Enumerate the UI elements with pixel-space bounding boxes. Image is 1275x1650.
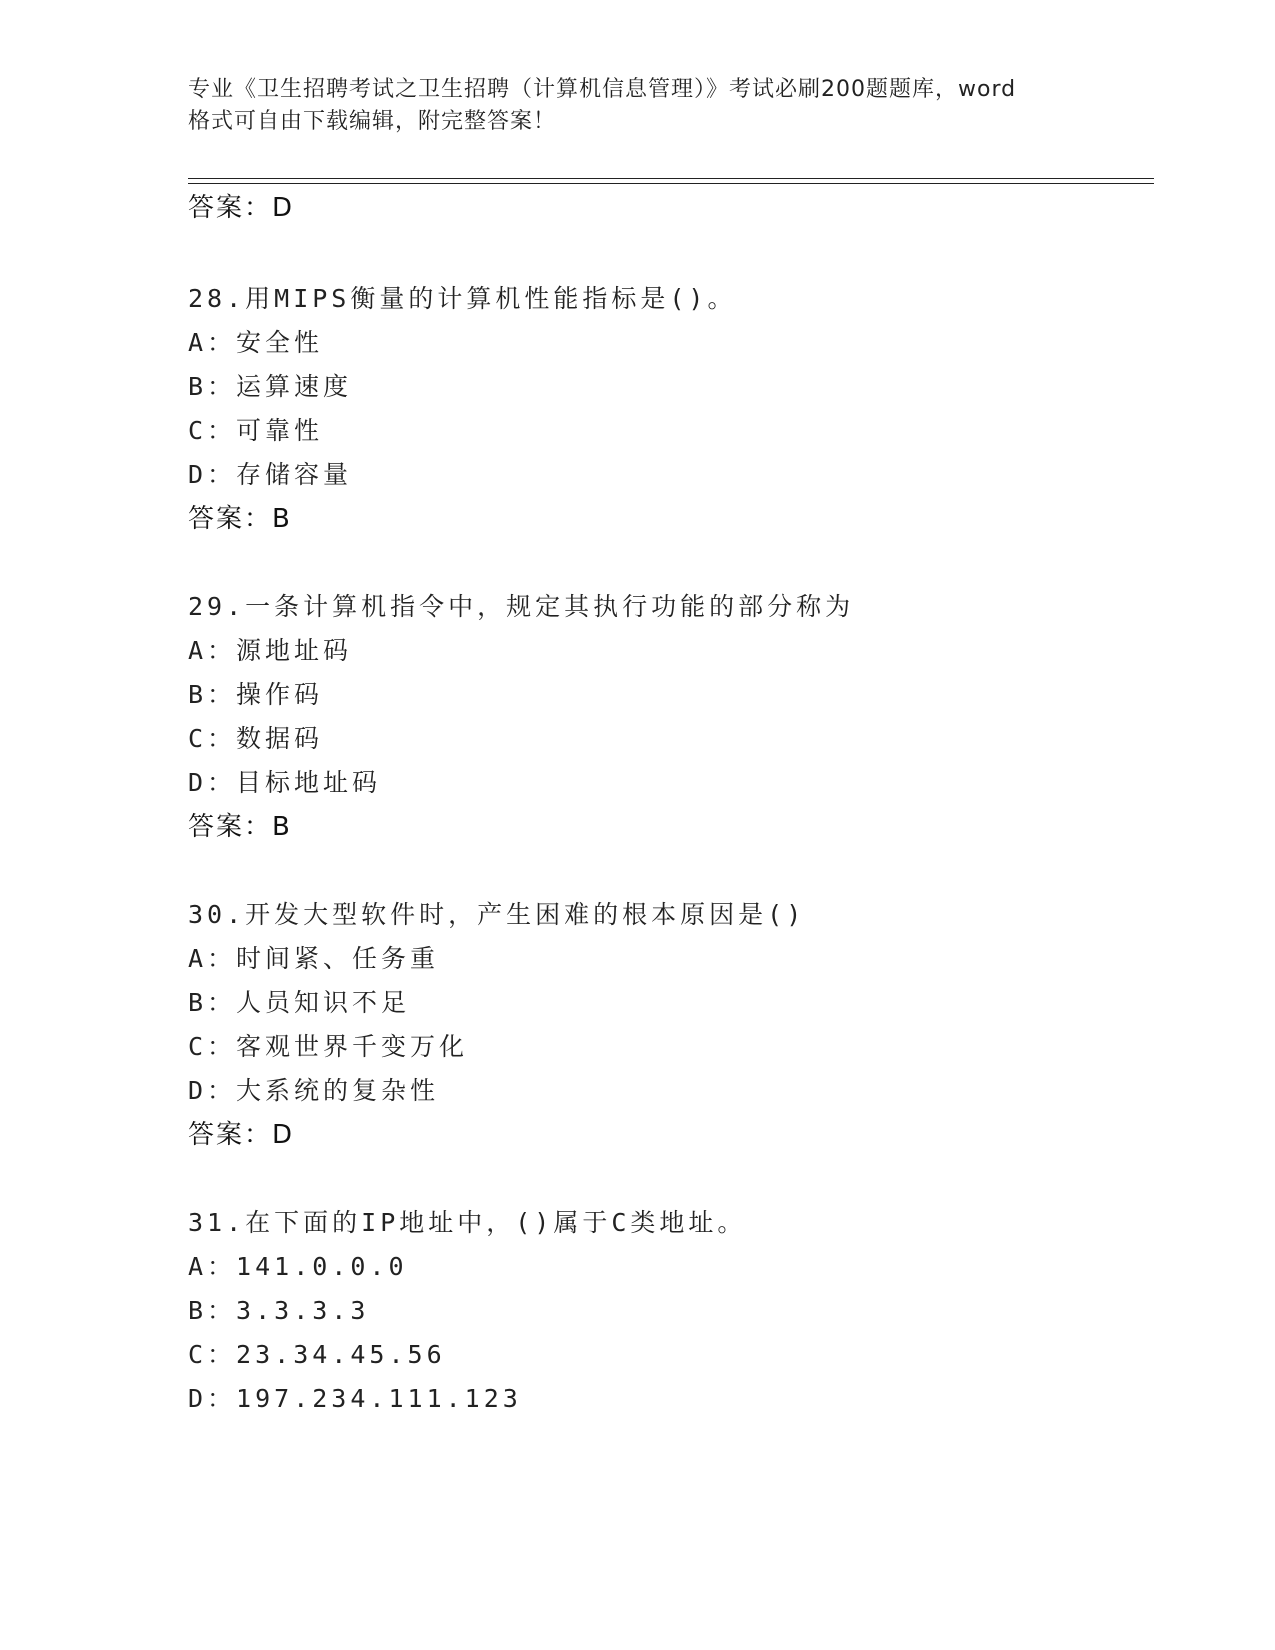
- question-28-option-b: B：运算速度: [188, 372, 353, 401]
- answer-q29: 答案：B: [188, 812, 292, 842]
- question-28-option-a: A：安全性: [188, 328, 324, 357]
- question-31-option-c: C：23.34.45.56: [188, 1340, 446, 1369]
- question-30-option-d: D：大系统的复杂性: [188, 1076, 440, 1105]
- question-29-option-c: C：数据码: [188, 724, 324, 753]
- question-31-option-b: B：3.3.3.3: [188, 1296, 370, 1325]
- answer-q27: 答案：D: [188, 193, 295, 223]
- header-divider-top: [188, 178, 1154, 179]
- question-29-stem: 29.一条计算机指令中，规定其执行功能的部分称为: [188, 592, 855, 621]
- header-line-2: 格式可自由下载编辑，附完整答案！: [188, 109, 557, 134]
- question-31-option-a: A：141.0.0.0: [188, 1252, 408, 1281]
- header-line-1: 专业《卫生招聘考试之卫生招聘（计算机信息管理）》考试必刷200题题库，word: [188, 77, 1017, 102]
- question-31-option-d: D：197.234.111.123: [188, 1384, 522, 1413]
- question-29-option-a: A：源地址码: [188, 636, 353, 665]
- question-30-option-c: C：客观世界千变万化: [188, 1032, 469, 1061]
- question-28-option-d: D：存储容量: [188, 460, 353, 489]
- answer-q28: 答案：B: [188, 504, 292, 534]
- header-divider-bottom: [188, 183, 1154, 184]
- question-31-stem: 31.在下面的IP地址中，()属于C类地址。: [188, 1208, 747, 1237]
- question-28-stem: 28.用MIPS衡量的计算机性能指标是()。: [188, 284, 737, 313]
- question-30-stem: 30.开发大型软件时，产生困难的根本原因是(): [188, 900, 806, 929]
- question-30-option-a: A：时间紧、任务重: [188, 944, 440, 973]
- question-29-option-d: D：目标地址码: [188, 768, 382, 797]
- question-28-option-c: C：可靠性: [188, 416, 324, 445]
- question-29-option-b: B：操作码: [188, 680, 324, 709]
- document-header: [188, 74, 1088, 138]
- question-30-option-b: B：人员知识不足: [188, 988, 411, 1017]
- answer-q30: 答案：D: [188, 1120, 295, 1150]
